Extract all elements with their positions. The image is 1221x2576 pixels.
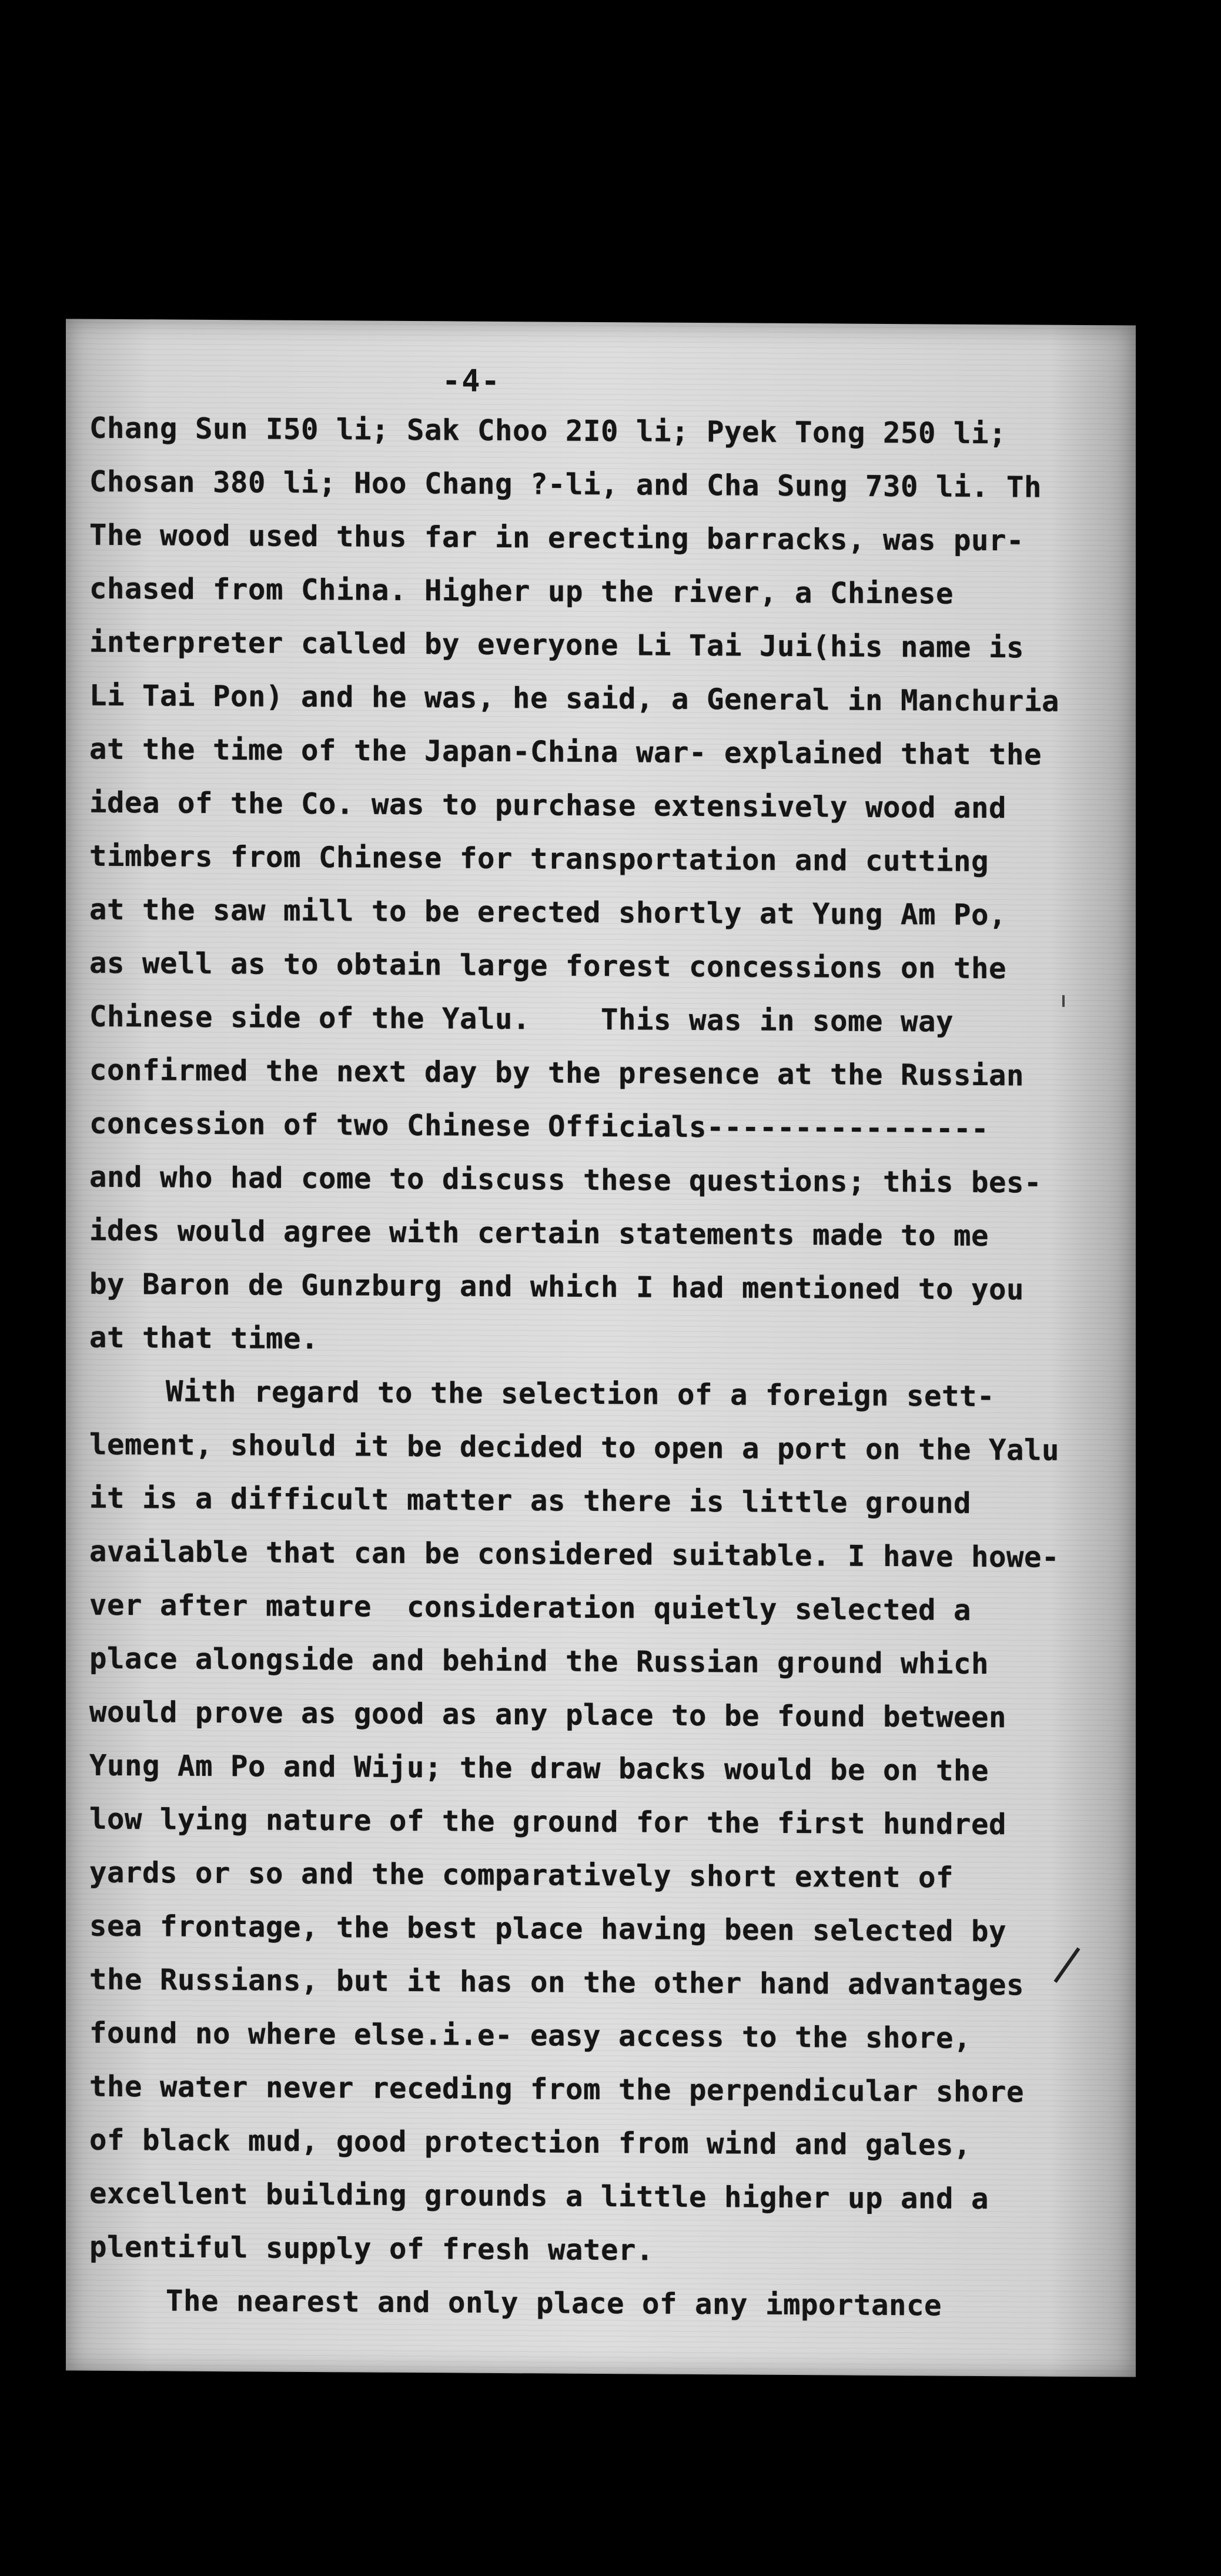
- text-line: timbers from Chinese for transportation and cutting: [89, 839, 989, 879]
- text-line: confirmed the next day by the presence at the Russian: [89, 1053, 1025, 1093]
- text-line: lement, should it be decided to open a port on the Yalu: [89, 1427, 1060, 1467]
- text-line: Li Tai Pon) and he was, he said, a General in Manchuria: [89, 678, 1060, 718]
- text-line: place alongside and behind the Russian ground which: [89, 1641, 989, 1681]
- text-line: the water never receding from the perpendicular shore: [89, 2069, 1025, 2109]
- text-line: The wood used thus far in erecting barracks, was pur-: [89, 518, 1025, 558]
- text-line: as well as to obtain large forest concessions on the: [89, 946, 1007, 986]
- text-line: With regard to the selection of a foreign sett-: [166, 1374, 995, 1414]
- text-line: and who had come to discuss these questions; this bes-: [89, 1160, 1042, 1200]
- text-line: Yung Am Po and Wiju; the draw backs would be on the: [89, 1748, 989, 1788]
- text-line: at the time of the Japan-China war- explained that the: [89, 732, 1042, 772]
- text-line: Chinese side of the Yalu. This was in some way: [89, 999, 954, 1039]
- text-line: The nearest and only place of any importance: [166, 2284, 942, 2323]
- page-number: -4-: [442, 363, 501, 399]
- document-page: [66, 319, 1136, 2377]
- typed-text-body: [89, 402, 1124, 2334]
- text-line: at that time.: [89, 1320, 319, 1356]
- text-line: by Baron de Gunzburg and which I had mentioned to you: [89, 1267, 1025, 1307]
- text-line: available that can be considered suitable. I have howe-: [89, 1534, 1060, 1574]
- text-line: sea frontage, the best place having been selected by: [89, 1909, 1007, 1949]
- text-line: yards or so and the comparatively short extent of: [89, 1855, 954, 1895]
- text-line: ver after mature consideration quietly selected a: [89, 1588, 972, 1627]
- margin-mark: [1062, 995, 1065, 1007]
- text-line: of black mud, good protection from wind and gales,: [89, 2123, 972, 2162]
- text-line: plentiful supply of fresh water.: [89, 2230, 654, 2267]
- text-line: would prove as good as any place to be found between: [89, 1695, 1007, 1735]
- text-line: the Russians, but it has on the other hand advantages: [89, 1962, 1025, 2002]
- text-line: Chosan 380 li; Hoo Chang ?-li, and Cha Sung 730 li. Th: [89, 464, 1042, 504]
- text-line: concession of two Chinese Officials----------------: [89, 1106, 989, 1146]
- text-line: chased from China. Higher up the river, a Chinese: [89, 571, 954, 611]
- text-line: interpreter called by everyone Li Tai Jui(his name is: [89, 625, 1025, 665]
- text-line: idea of the Co. was to purchase extensively wood and: [89, 785, 1007, 825]
- text-line: excellent building grounds a little higher up and a: [89, 2176, 989, 2216]
- text-line: found no where else.i.e- easy access to the shore,: [89, 2016, 972, 2055]
- text-line: Chang Sun I50 li; Sak Choo 2I0 li; Pyek Tong 250 li;: [89, 411, 1007, 451]
- text-line: it is a difficult matter as there is little ground: [89, 1481, 972, 1520]
- text-line: at the saw mill to be erected shortly at Yung Am Po,: [89, 892, 1007, 932]
- text-line: ides would agree with certain statements made to me: [89, 1213, 989, 1253]
- text-line: low lying nature of the ground for the first hundred: [89, 1802, 1007, 1842]
